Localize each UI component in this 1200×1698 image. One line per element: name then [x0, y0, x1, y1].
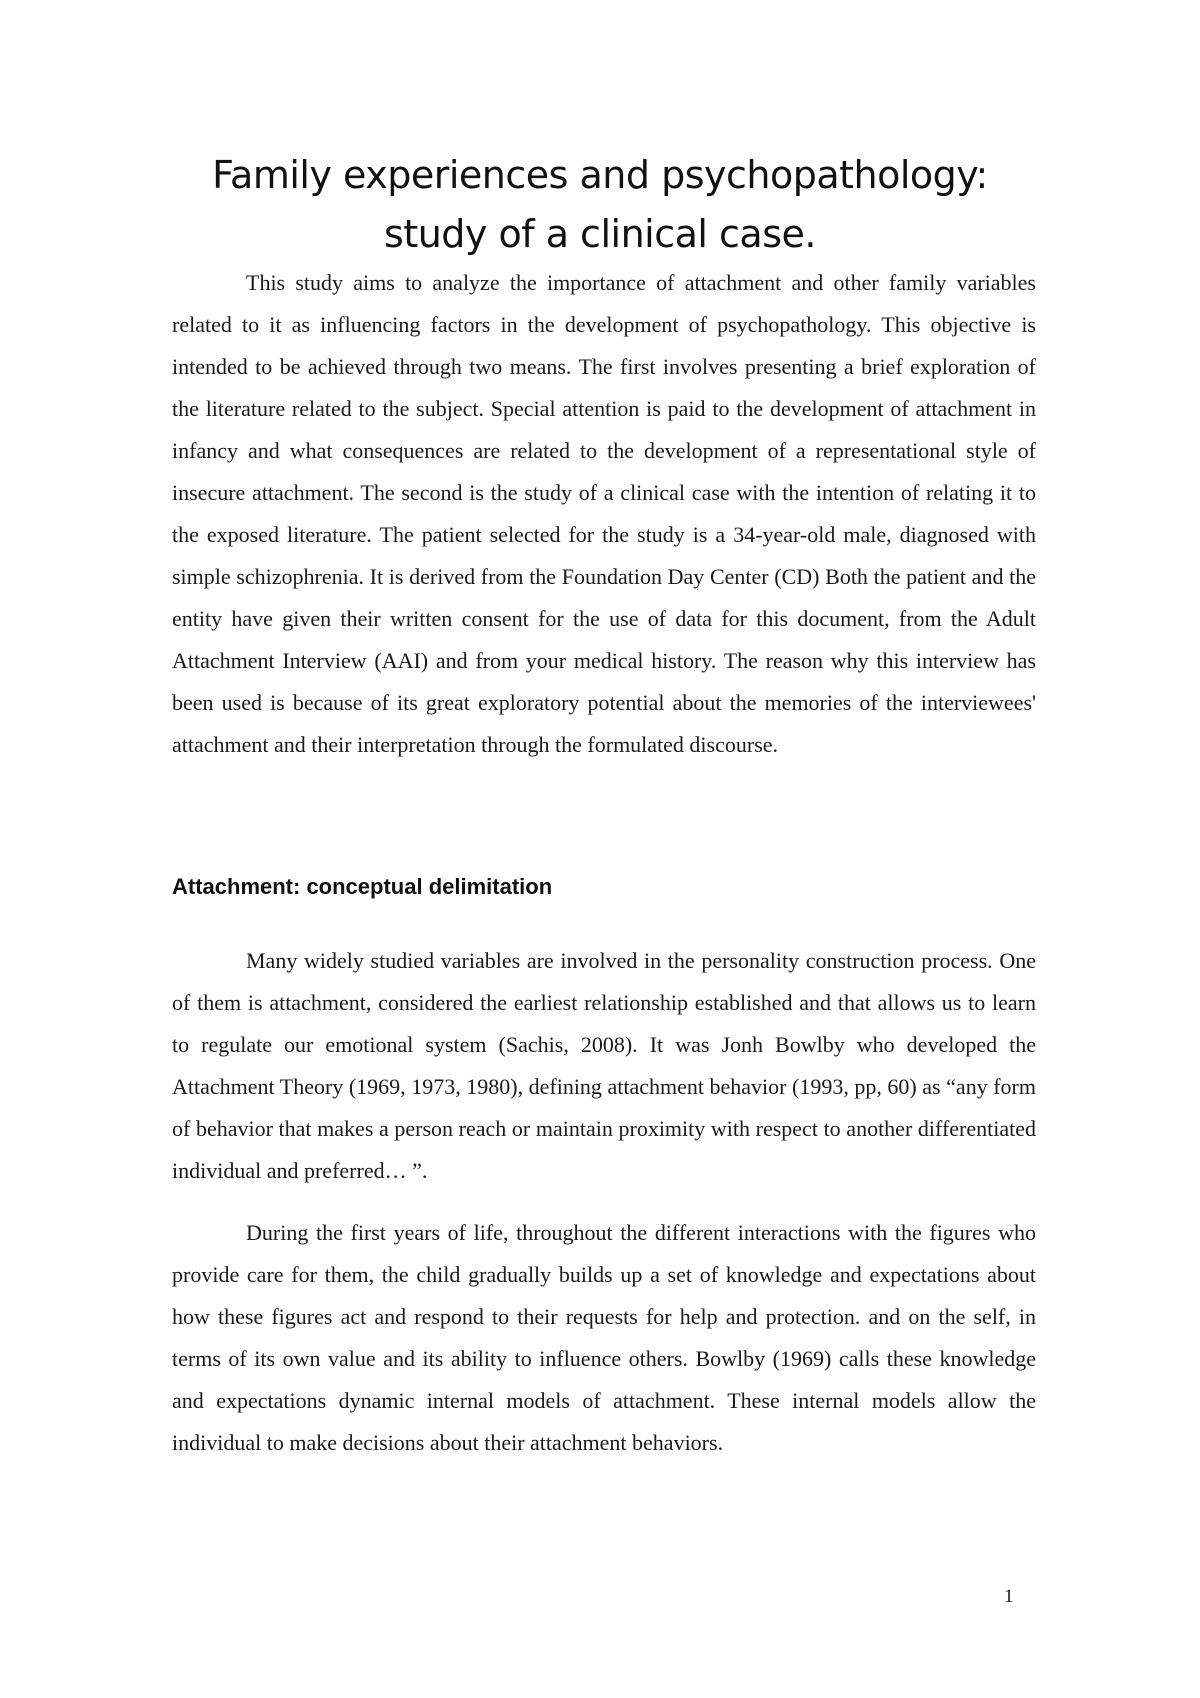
body-paragraph-internal-models: During the first years of life, throughout the different interactions with the figures who provide care for them, the child gradually builds up a set of knowledge and expectations about how these figures act and respond to their requests for help and protection. and on the self, in terms of its own value and its ability to influence others. Bowlby (1969) calls these knowledge and expectations dynamic internal models of attachment. These internal models allow the individual to make decisions about their attachment behaviors.: [172, 1220, 1036, 1455]
document-title-line-2: study of a clinical case.: [384, 212, 816, 256]
body-paragraph-attachment-definition: Many widely studied variables are involved in the personality construction process. One of them is attachment, considered the earliest relationship established and that allows us to learn to regulate our emotional system (Sachis, 2008). It was Jonh Bowlby who developed the Attachment Theory (1969, 1973, 1980), defining attachment behavior (1993, pp, 60) as “any form of behavior that makes a person reach or maintain proximity with respect to another differentiated individual and preferred… ”.: [172, 948, 1036, 1183]
section-heading: Attachment: conceptual delimitation: [172, 874, 553, 899]
page-number: 1: [1004, 1586, 1014, 1607]
abstract-paragraph: This study aims to analyze the importance of attachment and other family variables related to it as influencing factors in the development of psychopathology. This objective is intended to be achieved through two means. The first involves presenting a brief exploration of the literature related to the subject. Special attention is paid to the development of attachment in infancy and what consequences are related to the development of a representational style of insecure attachment. The second is the study of a clinical case with the intention of relating it to the exposed literature. The patient selected for the study is a 34-year-old male, diagnosed with simple schizophrenia. It is derived from the Foundation Day Center (CD) Both the patient and the entity have given their written consent for the use of data for this document, from the Adult Attachment Interview (AAI) and from your medical history. The reason why this interview has been used is because of its great exploratory potential about the memories of the interviewees' attachment and their interpretation through the formulated discourse.: [172, 270, 1036, 757]
document-title-line-1: Family experiences and psychopathology:: [212, 153, 988, 197]
